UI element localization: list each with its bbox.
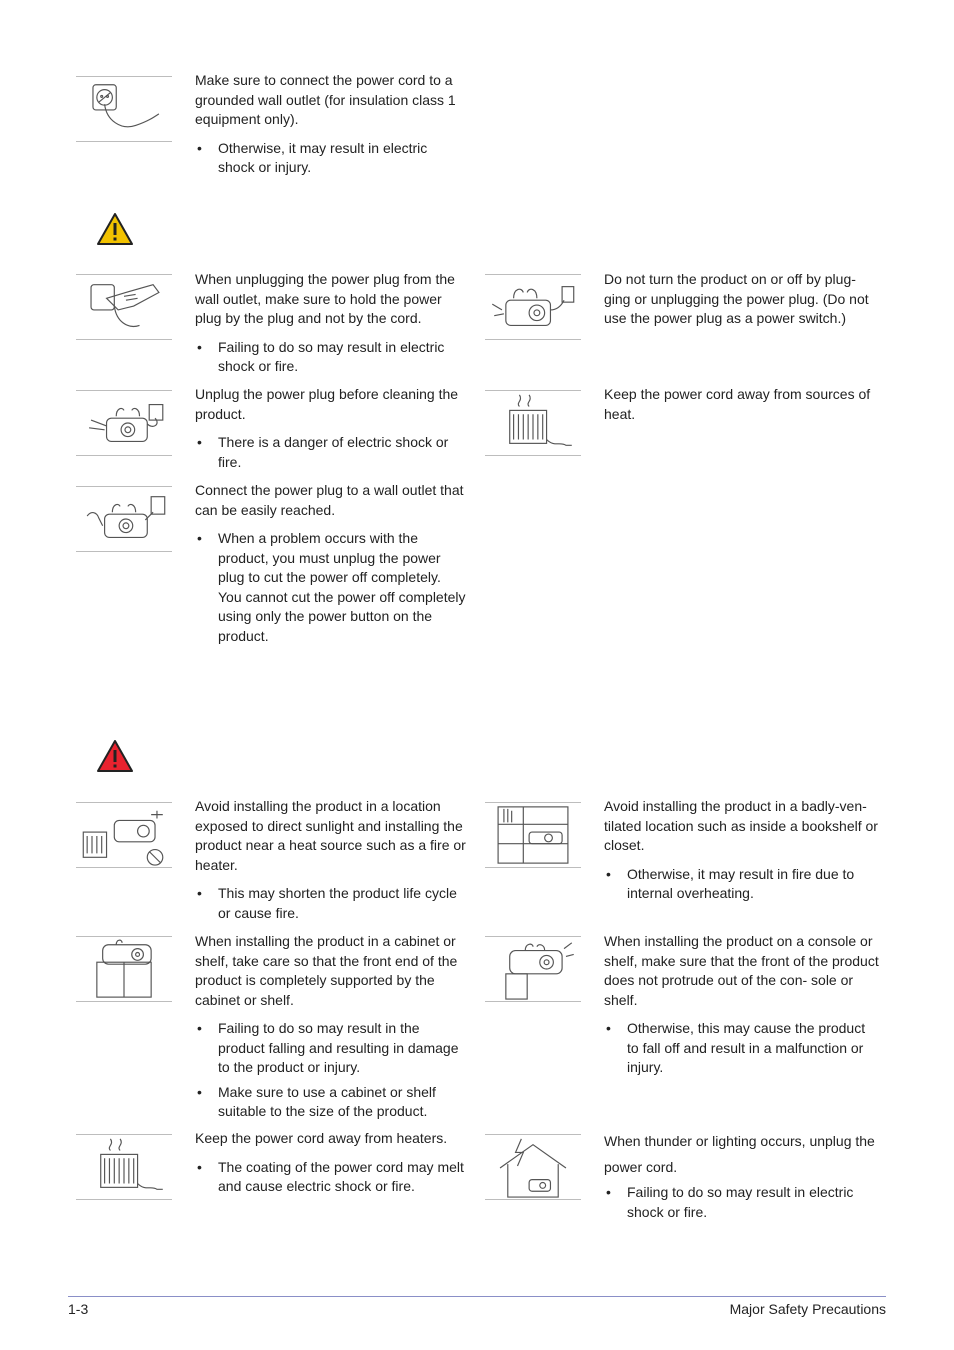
- warning-right-item-1: [604, 797, 879, 909]
- item-bullet: • Failing to do so may result in electric shock or fire.: [195, 338, 467, 377]
- caution-left-item-2: [195, 385, 467, 477]
- item-bullet: • There is a danger of electric shock or fire.: [195, 433, 467, 472]
- item-lead: Make sure to connect the power cord to a grounded wall outlet (for insulation class 1 equipment only).: [195, 72, 456, 127]
- page-number: 1-3: [68, 1301, 89, 1317]
- item-bullet: • Failing to do so may result in electric shock or fire.: [604, 1183, 879, 1222]
- house-lightning-icon: [485, 1134, 581, 1200]
- item-bullet: • Otherwise, it may result in fire due to internal overheating.: [604, 865, 879, 904]
- item-lead: When thunder or lighting occurs, unplug the power cord.: [604, 1133, 875, 1175]
- item-bullet: • Otherwise, this may cause the product to fall off and result in a malfunction or injury.: [604, 1019, 879, 1078]
- projector-wall-outlet-icon: [76, 486, 172, 552]
- item-bullet: • Make sure to use a cabinet or shelf suitable to the size of the product.: [195, 1083, 467, 1122]
- item-bullet: • Otherwise, it may result in electric shock or injury.: [195, 139, 467, 178]
- projector-console-edge-icon: [485, 936, 581, 1002]
- projector-unplug-cleaning-icon: [76, 390, 172, 456]
- caution-right-item-1: [604, 270, 879, 338]
- heater-cord-icon: [485, 390, 581, 456]
- warning-left-item-2: [195, 932, 467, 1127]
- item-bullet: • The coating of the power cord may melt and cause electric shock or fire.: [195, 1158, 467, 1197]
- caution-left-item-3: [195, 481, 467, 651]
- footer-rule: [68, 1296, 886, 1297]
- item-lead: Avoid installing the product in a badly-ven- tilated location such as inside a bookshelf or closet.: [604, 798, 878, 853]
- section-title: Major Safety Precautions: [729, 1301, 886, 1317]
- item-lead: Do not turn the product on or off by plug- ging or unplugging the power plug. (Do not use the power plug as a power switch.): [604, 271, 869, 326]
- warning-left-item-3: [195, 1129, 467, 1202]
- item-lead: Unplug the power plug before cleaning the product.: [195, 386, 459, 422]
- top-item-text: [195, 71, 467, 183]
- item-lead: Avoid installing the product in a location exposed to direct sunlight and installing the product near a heat source such as a fire or heater.: [195, 798, 466, 873]
- grounded-outlet-plug-icon: [76, 76, 172, 142]
- caution-triangle-icon: [95, 211, 135, 247]
- item-lead: Connect the power plug to a wall outlet that can be easily reached.: [195, 482, 464, 518]
- heater-cord-icon: [76, 1134, 172, 1200]
- warning-right-item-3: [604, 1129, 879, 1227]
- item-lead: Keep the power cord away from heaters.: [195, 1130, 448, 1146]
- projector-plug-switch-icon: [485, 274, 581, 340]
- item-bullet: • Failing to do so may result in the product falling and resulting in damage to the product or injury.: [195, 1019, 467, 1078]
- item-lead: When installing the product in a cabinet or shelf, take care so that the front end of the product is completely supported by the cabinet or shelf.: [195, 933, 458, 1008]
- item-bullet: • When a problem occurs with the product, you must unplug the power plug to cut the power off completely. You cannot cut the power off completely using only the power button on the product.: [195, 529, 467, 646]
- item-lead: Keep the power cord away from sources of heat.: [604, 386, 871, 422]
- warning-left-item-1: [195, 797, 467, 928]
- item-bullet: • This may shorten the product life cycle or cause fire.: [195, 884, 467, 923]
- bookshelf-projector-icon: [485, 802, 581, 868]
- projector-sunlight-heater-icon: [76, 802, 172, 868]
- projector-cabinet-icon: [76, 936, 172, 1002]
- item-lead: When installing the product on a console or shelf, make sure that the front of the product does not protrude out of the con- sole or shelf.: [604, 933, 879, 1008]
- caution-left-item-1: [195, 270, 467, 382]
- warning-triangle-icon: [95, 738, 135, 774]
- caution-right-item-2: [604, 385, 879, 433]
- warning-right-item-2: [604, 932, 879, 1083]
- item-lead: When unplugging the power plug from the wall outlet, make sure to hold the power plug by the plug and not by the cord.: [195, 271, 455, 326]
- hand-unplugging-icon: [76, 274, 172, 340]
